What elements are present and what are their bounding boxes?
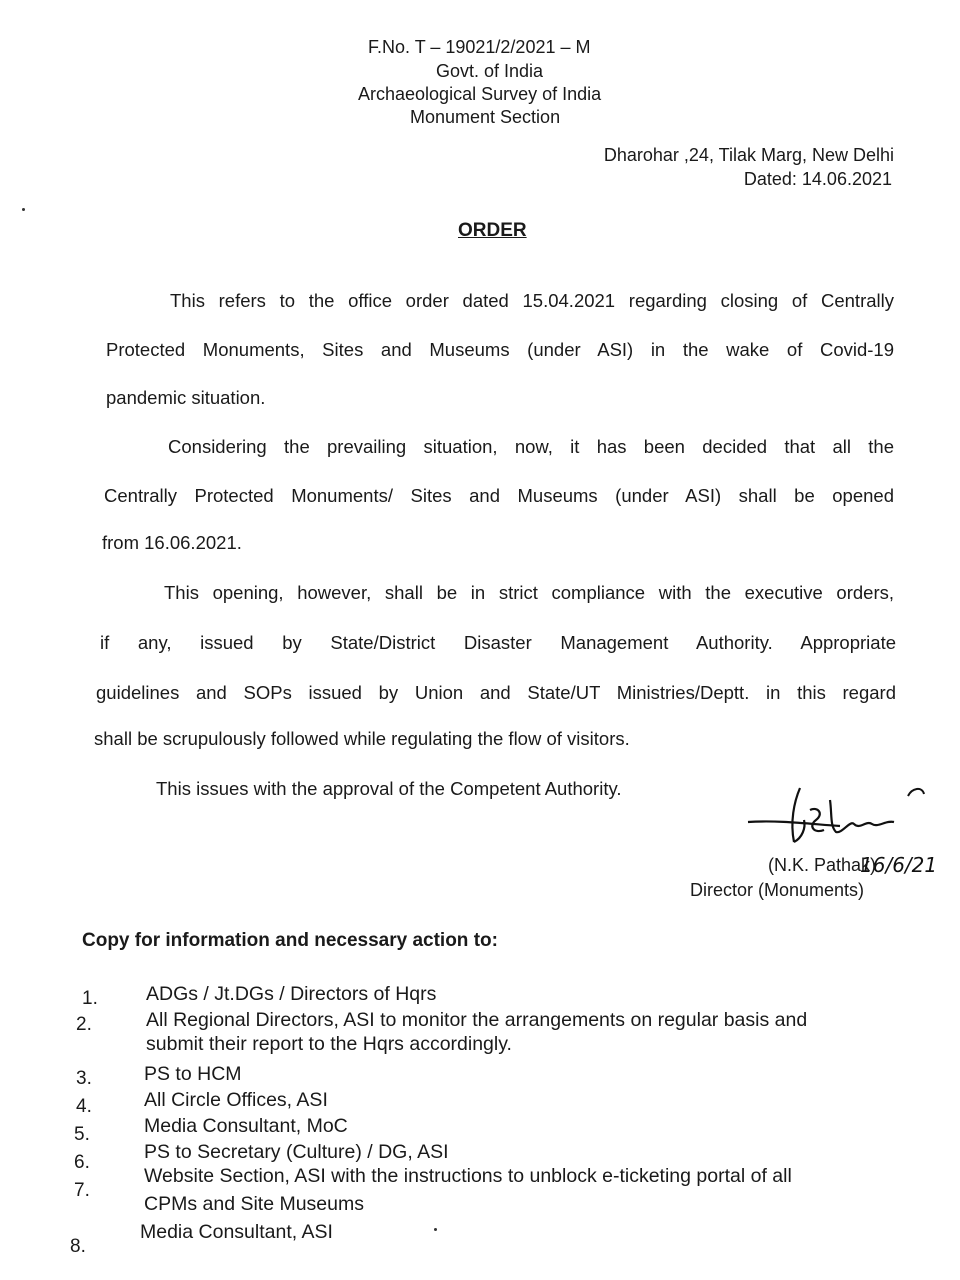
list-number: 7.: [74, 1180, 90, 1201]
list-number: 6.: [74, 1152, 90, 1173]
para3-line2: if any, issued by State/District Disaster Management Authority. Appropriate: [100, 632, 896, 653]
copy-heading: Copy for information and necessary action to:: [82, 930, 498, 951]
scan-speck: [22, 208, 25, 211]
list-item-adgs: ADGs / Jt.DGs / Directors of Hqrs: [146, 983, 437, 1005]
para2-line3: from 16.06.2021.: [102, 532, 242, 553]
organization-line: Archaeological Survey of India: [358, 84, 602, 104]
scan-speck: [434, 1228, 437, 1231]
list-item-media-consultant-moc: Media Consultant, MoC: [144, 1115, 348, 1137]
dated-line: Dated: 14.06.2021: [743, 169, 892, 189]
file-number: F.No. T – 19021/2/2021 – M: [368, 37, 591, 57]
para1-line1: This refers to the office order dated 15.04.2021 regarding closing of Centrally: [170, 290, 894, 311]
govt-line: Govt. of India: [436, 61, 544, 81]
address-line: Dharohar ,24, Tilak Marg, New Delhi: [603, 145, 894, 165]
signatory-designation: Director (Monuments): [690, 880, 865, 900]
list-item-regional-directors-cont: submit their report to the Hqrs accordingly.: [146, 1033, 512, 1055]
list-number: 5.: [74, 1124, 90, 1145]
para3-line1: This opening, however, shall be in strict compliance with the executive orders,: [164, 582, 894, 603]
list-item-website-section: Website Section, ASI with the instructions to unblock e-ticketing portal of all: [144, 1165, 792, 1187]
para3-line3: guidelines and SOPs issued by Union and State/UT Ministries/Deptt. in this regard: [96, 682, 896, 703]
signature-block: [690, 780, 960, 910]
handwritten-date: 16/6/21: [860, 853, 938, 875]
list-number: 8.: [70, 1236, 86, 1257]
para3-line4: shall be scrupulously followed while regulating the flow of visitors.: [94, 728, 630, 749]
list-number: 2.: [76, 1014, 92, 1035]
para1-line3: pandemic situation.: [106, 387, 266, 408]
list-item-circle-offices: All Circle Offices, ASI: [144, 1089, 328, 1111]
list-number: 4.: [76, 1096, 92, 1117]
list-item-website-section-cont: CPMs and Site Museums: [144, 1193, 364, 1215]
signatory-name: (N.K. Pathak): [768, 855, 877, 875]
list-number: 1.: [82, 988, 98, 1009]
section-line: Monument Section: [410, 107, 561, 127]
para1-line2: Protected Monuments, Sites and Museums (under ASI) in the wake of Covid-19: [106, 339, 894, 360]
list-item-ps-hcm: PS to HCM: [144, 1063, 242, 1085]
order-title: ORDER: [458, 220, 527, 241]
list-item-regional-directors: All Regional Directors, ASI to monitor the arrangements on regular basis and: [146, 1009, 808, 1031]
list-item-ps-secretary: PS to Secretary (Culture) / DG, ASI: [144, 1141, 449, 1163]
para4-line1: This issues with the approval of the Competent Authority.: [156, 778, 622, 799]
list-number: 3.: [76, 1068, 92, 1089]
para2-line2: Centrally Protected Monuments/ Sites and Museums (under ASI) shall be opened: [104, 485, 894, 506]
para2-line1: Considering the prevailing situation, now, it has been decided that all the: [168, 436, 894, 457]
list-item-media-consultant-asi: Media Consultant, ASI: [140, 1221, 333, 1243]
